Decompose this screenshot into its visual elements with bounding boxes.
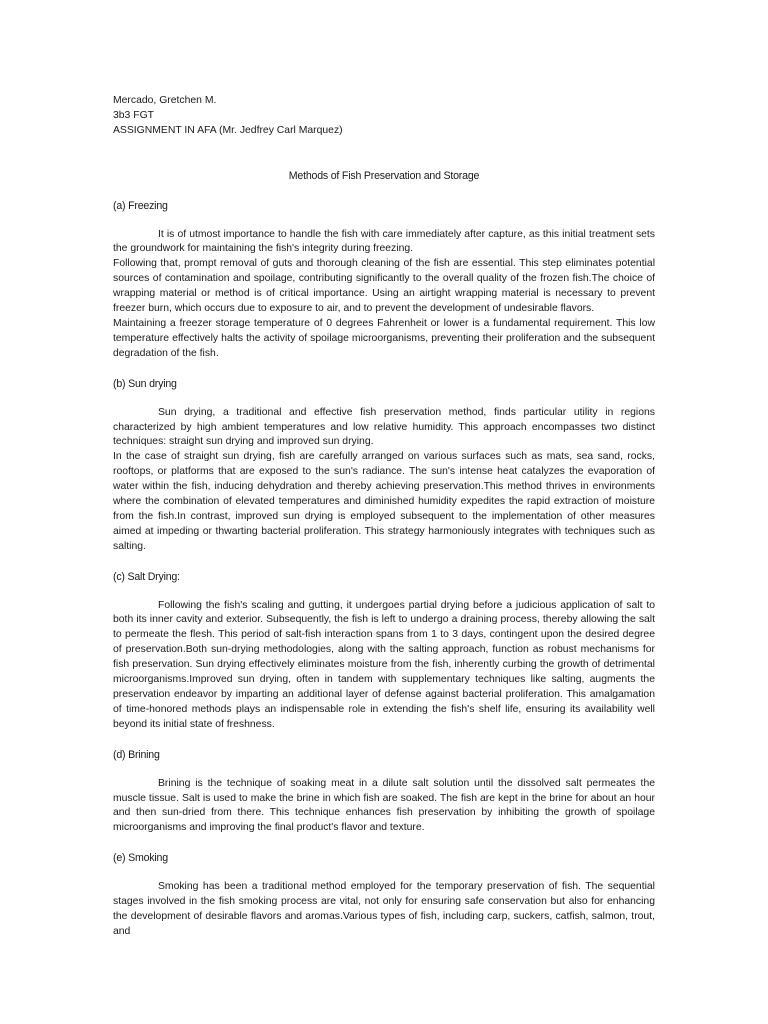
assignment-line: ASSIGNMENT IN AFA (Mr. Jedfrey Carl Marquez) <box>113 124 343 136</box>
author-name: Mercado, Gretchen M. <box>113 95 217 106</box>
paragraph: Following that, prompt removal of guts and thorough cleaning of the fish are essential. This step eliminates potential sources of contamination and spoilage, contributing significantly to the overall quality of the frozen fish.The choice of wrapping material or method is of critical importance. Using an airtight wrapping material is necessary to prevent freezer burn, which occurs due to exposure to air, and to prevent the development of undesirable flavors. <box>113 258 655 315</box>
paragraph: It is of utmost importance to handle the fish with care immediately after capture, as this initial treatment sets the groundwork for maintaining the fish's integrity during freezing. <box>113 228 655 255</box>
paragraph: Sun drying, a traditional and effective fish preservation method, finds particular utility in regions characterized by high ambient temperatures and low relative humidity. This approach encompasses two distinct techniques: straight sun drying and improved sun drying. <box>113 406 655 448</box>
section-body-salt-drying <box>113 599 655 733</box>
section-heading-sun-drying: (b) Sun drying <box>113 377 177 390</box>
section-heading-brining: (d) Brining <box>113 748 160 761</box>
section-body-freezing <box>113 228 655 362</box>
document-title: Methods of Fish Preservation and Storage <box>288 169 480 182</box>
section-body-smoking <box>113 880 655 940</box>
paragraph: In the case of straight sun drying, fish are carefully arranged on various surfaces such as mats, sea sand, rocks, rooftops, or platforms that are exposed to the sun's radiance. The sun's intense heat catalyzes the evaporation of water within the fish, inducing dehydration and thereby achieving preservation.This method thrives in environments where the combination of elevated temperatures and diminished humidity expedites the rapid extraction of moisture from the fish.In contrast, improved sun drying is employed subsequent to the implementation of other measures aimed at impeding or thwarting bacterial proliferation. This strategy harmoniously integrates with techniques such as salting. <box>113 451 655 552</box>
section-heading-smoking: (e) Smoking <box>113 852 168 865</box>
section-heading-salt-drying: (c) Salt Drying: <box>113 570 180 583</box>
section-heading-freezing: (a) Freezing <box>113 199 168 212</box>
paragraph: Maintaining a freezer storage temperature of 0 degrees Fahrenheit or lower is a fundamental requirement. This low temperature effectively halts the activity of spoilage microorganisms, preventing their proliferation and the subsequent degradation of the fish. <box>113 317 655 359</box>
section-body-sun-drying <box>113 406 655 555</box>
document-page <box>113 94 655 940</box>
section-body-brining <box>113 777 655 837</box>
paragraph: Brining is the technique of soaking meat in a dilute salt solution until the dissolved salt permeates the muscle tissue. Salt is used to make the brine in which fish are soaked. The fish are kept in the brine for about an hour and then sun-dried from there. This technique enhances fish preservation by inhibiting the growth of spoilage microorganisms and improving the final product's flavor and texture. <box>113 777 655 834</box>
paragraph: Smoking has been a traditional method employed for the temporary preservation of fish. The sequential stages involved in the fish smoking process are vital, not only for ensuring safe conservation but also for enhancing the development of desirable flavors and aromas.Various types of fish, including carp, suckers, catfish, salmon, trout, and <box>113 881 655 937</box>
paragraph: Following the fish's scaling and gutting, it undergoes partial drying before a judicious application of salt to both its inner cavity and exterior. Subsequently, the fish is left to undergo a draining process, thereby allowing the salt to permeate the flesh. This period of salt-fish interaction spans from 1 to 3 days, contingent upon the desired degree of preservation.Both sun-drying methodologies, along with the salting approach, function as robust mechanisms for fish preservation. Sun drying effectively eliminates moisture from the fish, inherently curbing the growth of detrimental microorganisms.Improved sun drying, often in tandem with supplementary techniques like salting, augments the preservation endeavor by imparting an additional layer of defense against bacterial proliferation. This amalgamation of time-honored methods plays an indispensable role in extending the fish's shelf life, ensuring its availability well beyond its initial state of freshness. <box>113 599 655 730</box>
class-section: 3b3 FGT <box>113 109 154 121</box>
